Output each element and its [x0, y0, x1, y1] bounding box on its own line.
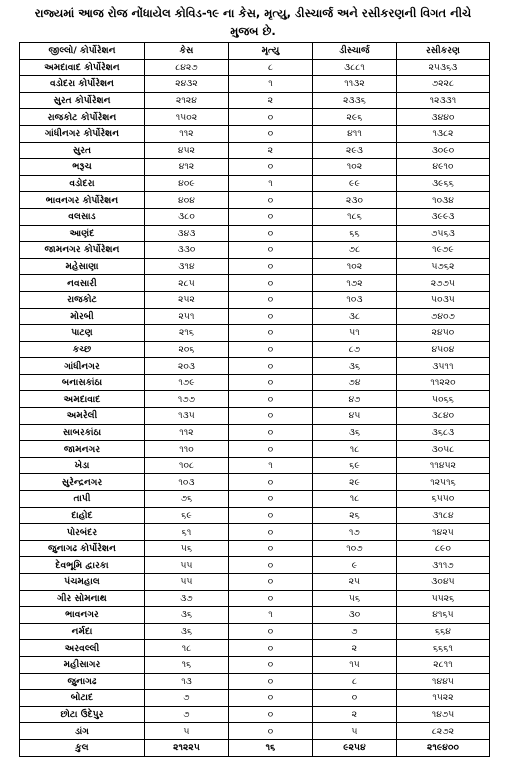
district-cell: જુનાગઢ [20, 673, 145, 690]
table-row [20, 175, 490, 192]
cases-cell: ૭ [145, 690, 229, 707]
deaths-cell: ૦ [229, 574, 313, 591]
deaths-cell: ૧ [229, 76, 313, 93]
table-row [20, 507, 490, 524]
vaccination-cell: ૨૫૩૬૩ [397, 59, 490, 76]
table-row [20, 275, 490, 292]
discharge-cell: ૩૬ [313, 424, 397, 441]
deaths-cell: ૦ [229, 225, 313, 242]
district-cell: ગીર સોમનાથ [20, 590, 145, 607]
discharge-cell: ૪૫ [313, 408, 397, 425]
discharge-cell: ૨૯૩ [313, 142, 397, 159]
discharge-cell: ૬૬ [313, 225, 397, 242]
table-row [20, 142, 490, 159]
cases-cell: ૫૫ [145, 574, 229, 591]
discharge-cell: ૨ [313, 706, 397, 723]
discharge-cell: ૧૫ [313, 656, 397, 673]
deaths-cell: ૦ [229, 557, 313, 574]
deaths-cell: ૦ [229, 623, 313, 640]
deaths-cell: ૦ [229, 391, 313, 408]
table-row [20, 623, 490, 640]
district-cell: જુનાગઢ કોર્પોરેશન [20, 540, 145, 557]
table-row [20, 308, 490, 325]
total-row [20, 739, 490, 756]
table-row [20, 341, 490, 358]
vaccination-cell: ૬૬૬૧ [397, 640, 490, 657]
covid-data-table [19, 42, 490, 757]
heading [14, 4, 492, 40]
district-cell: સુરત કોર્પોરેશન [20, 92, 145, 109]
discharge-cell: ૫૧ [313, 325, 397, 342]
deaths-cell: ૦ [229, 441, 313, 458]
discharge-cell: ૨૯૬ [313, 109, 397, 126]
deaths-cell: ૨ [229, 92, 313, 109]
deaths-cell: ૦ [229, 474, 313, 491]
cases-cell: ૨૪૩૨ [145, 76, 229, 93]
deaths-cell: ૦ [229, 258, 313, 275]
deaths-cell: ૦ [229, 524, 313, 541]
cases-cell: ૩૧૪ [145, 258, 229, 275]
cases-cell: ૧૭૯ [145, 374, 229, 391]
discharge-cell: ૫ [313, 723, 397, 740]
vaccination-cell: ૧૧૨૨૦ [397, 374, 490, 391]
vaccination-cell: ૩૮૪૦ [397, 408, 490, 425]
cases-cell: ૨૫૨ [145, 291, 229, 308]
deaths-cell: ૦ [229, 540, 313, 557]
discharge-cell: ૧૦૨ [313, 258, 397, 275]
district-cell: જામનગર કોર્પોરેશન [20, 242, 145, 259]
discharge-cell: ૨૬ [313, 507, 397, 524]
cases-cell: ૭૬ [145, 491, 229, 508]
district-cell: ભરૂચ [20, 159, 145, 176]
district-cell: અમરેલી [20, 408, 145, 425]
district-cell: રાજકોટ કોર્પોરેશન [20, 109, 145, 126]
district-cell: વડોદરા [20, 175, 145, 192]
discharge-cell: ૧૧૩૨ [313, 76, 397, 93]
vaccination-cell: ૩૬૮૩ [397, 424, 490, 441]
vaccination-cell: ૫૦૬૬ [397, 391, 490, 408]
header-cases: કેસ [145, 43, 229, 60]
deaths-cell: ૦ [229, 424, 313, 441]
vaccination-cell: ૩૫૧૧ [397, 358, 490, 375]
vaccination-cell: ૭૪૦૭ [397, 308, 490, 325]
table-row [20, 125, 490, 142]
district-cell: કચ્છ [20, 341, 145, 358]
cases-cell: ૩૭ [145, 590, 229, 607]
deaths-cell: ૦ [229, 341, 313, 358]
cases-cell: ૧૩૫ [145, 408, 229, 425]
table-row [20, 706, 490, 723]
deaths-cell: ૦ [229, 109, 313, 126]
deaths-cell: ૨ [229, 142, 313, 159]
vaccination-cell: ૩૪૪૦ [397, 109, 490, 126]
district-cell: અમદાવાદ કોર્પોરેશન [20, 59, 145, 76]
table-row [20, 225, 490, 242]
discharge-cell: ૭૪ [313, 374, 397, 391]
cases-cell: ૨૫૧ [145, 308, 229, 325]
district-cell: પોરબંદર [20, 524, 145, 541]
vaccination-cell: ૫૫૨૬ [397, 590, 490, 607]
deaths-cell: ૦ [229, 491, 313, 508]
cases-cell: ૨૧૨૪ [145, 92, 229, 109]
deaths-cell: ૦ [229, 507, 313, 524]
cases-cell: ૧૧૨ [145, 125, 229, 142]
header-discharge: ડીસ્ચાર્જ [313, 43, 397, 60]
discharge-cell: ૩૬ [313, 358, 397, 375]
vaccination-cell: ૩૧૧૭ [397, 557, 490, 574]
cases-cell: ૫૬ [145, 540, 229, 557]
district-cell: તાપી [20, 491, 145, 508]
discharge-cell: ૩૮ [313, 308, 397, 325]
table-row [20, 76, 490, 93]
vaccination-cell: ૫૦૩૫ [397, 291, 490, 308]
vaccination-cell: ૧૩૮૨ [397, 125, 490, 142]
discharge-cell: ૭ [313, 623, 397, 640]
total-discharge: ૯૨૫૪ [313, 739, 397, 756]
vaccination-cell: ૩૦૫૮ [397, 441, 490, 458]
cases-cell: ૪૧૨ [145, 159, 229, 176]
header-district: જીલ્લો/ કોર્પોરેશન [20, 43, 145, 60]
district-cell: વલસાડ [20, 208, 145, 225]
cases-cell: ૭ [145, 706, 229, 723]
deaths-cell: ૮ [229, 59, 313, 76]
table-row [20, 159, 490, 176]
cases-cell: ૧૦૮ [145, 457, 229, 474]
district-cell: છોટા ઉદેપુર [20, 706, 145, 723]
table-row [20, 192, 490, 209]
vaccination-cell: ૭૨૨૮ [397, 76, 490, 93]
deaths-cell: ૦ [229, 308, 313, 325]
discharge-cell: ૩૦ [313, 607, 397, 624]
table-row [20, 690, 490, 707]
table-row [20, 540, 490, 557]
deaths-cell: ૧ [229, 175, 313, 192]
vaccination-cell: ૧૫૨૨ [397, 690, 490, 707]
district-cell: ડાંગ [20, 723, 145, 740]
deaths-cell: ૧ [229, 607, 313, 624]
table-row [20, 258, 490, 275]
header-deaths: મૃત્યુ [229, 43, 313, 60]
table-row [20, 474, 490, 491]
district-cell: પંચમહાલ [20, 574, 145, 591]
vaccination-cell: ૮૯૦ [397, 540, 490, 557]
cases-cell: ૬૯ [145, 507, 229, 524]
discharge-cell: ૬૯ [313, 457, 397, 474]
discharge-cell: ૧૦૨ [313, 159, 397, 176]
vaccination-cell: ૧૨૫૧૬ [397, 474, 490, 491]
cases-cell: ૩૪૩ [145, 225, 229, 242]
total-vaccination: ૨૧૯૪૦૦ [397, 739, 490, 756]
deaths-cell: ૦ [229, 640, 313, 657]
district-cell: બનાસકાંઠા [20, 374, 145, 391]
vaccination-cell: ૮૨૭૨ [397, 723, 490, 740]
table-row [20, 208, 490, 225]
table-row [20, 673, 490, 690]
cases-cell: ૪૦૯ [145, 175, 229, 192]
table-row [20, 640, 490, 657]
district-cell: દેવભૂમિ દ્વારકા [20, 557, 145, 574]
table-row [20, 574, 490, 591]
deaths-cell: ૦ [229, 208, 313, 225]
header-vaccination: રસીકરણ [397, 43, 490, 60]
discharge-cell: ૧૦૩ [313, 291, 397, 308]
vaccination-cell: ૪૧૬૫ [397, 607, 490, 624]
deaths-cell: ૦ [229, 358, 313, 375]
table-row [20, 723, 490, 740]
vaccination-cell: ૩૦૪૫ [397, 574, 490, 591]
deaths-cell: ૦ [229, 275, 313, 292]
deaths-cell: ૦ [229, 325, 313, 342]
table-row [20, 391, 490, 408]
vaccination-cell: ૨૭૭૫ [397, 275, 490, 292]
deaths-cell: ૦ [229, 590, 313, 607]
discharge-cell: ૧૭ [313, 524, 397, 541]
table-row [20, 358, 490, 375]
deaths-cell: ૦ [229, 159, 313, 176]
cases-cell: ૨૧૬ [145, 325, 229, 342]
cases-cell: ૫ [145, 723, 229, 740]
deaths-cell: ૦ [229, 192, 313, 209]
cases-cell: ૫૫ [145, 557, 229, 574]
district-cell: અરવલ્લી [20, 640, 145, 657]
deaths-cell: ૦ [229, 723, 313, 740]
table-row [20, 325, 490, 342]
deaths-cell: ૦ [229, 656, 313, 673]
vaccination-cell: ૧૪૨૫ [397, 524, 490, 541]
district-cell: બોટાદ [20, 690, 145, 707]
district-cell: આણંદ [20, 225, 145, 242]
vaccination-cell: ૧૯૭૯ [397, 242, 490, 259]
vaccination-cell: ૬૬૪ [397, 623, 490, 640]
deaths-cell: ૦ [229, 690, 313, 707]
district-cell: સુરેન્દ્રનગર [20, 474, 145, 491]
table-row [20, 59, 490, 76]
vaccination-cell: ૪૯૧૦ [397, 159, 490, 176]
vaccination-cell: ૧૦૩૪ [397, 192, 490, 209]
table-row [20, 457, 490, 474]
cases-cell: ૧૮ [145, 640, 229, 657]
table-row [20, 441, 490, 458]
vaccination-cell: ૧૪૭૫ [397, 706, 490, 723]
district-cell: ભાવનગર કોર્પોરેશન [20, 192, 145, 209]
cases-cell: ૩૩૦ [145, 242, 229, 259]
discharge-cell: ૪૧૧ [313, 125, 397, 142]
table-body [20, 59, 490, 756]
vaccination-cell: ૩૯૬૬ [397, 175, 490, 192]
district-cell: સુરત [20, 142, 145, 159]
vaccination-cell: ૧૪૪૫ [397, 673, 490, 690]
cases-cell: ૧૧૦ [145, 441, 229, 458]
discharge-cell: ૮ [313, 673, 397, 690]
deaths-cell: ૦ [229, 242, 313, 259]
table-row [20, 491, 490, 508]
district-cell: મહેસાણા [20, 258, 145, 275]
cases-cell: ૧૦૩ [145, 474, 229, 491]
cases-cell: ૧૭૭ [145, 391, 229, 408]
cases-cell: ૬૧ [145, 524, 229, 541]
district-cell: ખેડા [20, 457, 145, 474]
discharge-cell: ૧૮ [313, 441, 397, 458]
district-cell: મોરબી [20, 308, 145, 325]
deaths-cell: ૧ [229, 457, 313, 474]
discharge-cell: ૫૬ [313, 590, 397, 607]
deaths-cell: ૦ [229, 673, 313, 690]
district-cell: વડોદરા કોર્પોરેશન [20, 76, 145, 93]
discharge-cell: ૧૮ [313, 491, 397, 508]
table-row [20, 607, 490, 624]
cases-cell: ૩૮૦ [145, 208, 229, 225]
discharge-cell: ૧૭૨ [313, 275, 397, 292]
discharge-cell: ૩૮૮૧ [313, 59, 397, 76]
deaths-cell: ૦ [229, 706, 313, 723]
table-row [20, 242, 490, 259]
vaccination-cell: ૬૫૫૦ [397, 491, 490, 508]
discharge-cell: ૨૯ [313, 474, 397, 491]
vaccination-cell: ૨૮૧૧ [397, 656, 490, 673]
cases-cell: ૨૦૬ [145, 341, 229, 358]
discharge-cell: ૨ [313, 640, 397, 657]
discharge-cell: ૭૮ [313, 242, 397, 259]
district-cell: સાબરકાંઠા [20, 424, 145, 441]
discharge-cell: ૮૭ [313, 341, 397, 358]
cases-cell: ૨૦૩ [145, 358, 229, 375]
cases-cell: ૩૬ [145, 623, 229, 640]
vaccination-cell: ૨૪૫૦ [397, 325, 490, 342]
table-row [20, 109, 490, 126]
district-cell: જામનગર [20, 441, 145, 458]
cases-cell: ૮૪૨૭ [145, 59, 229, 76]
vaccination-cell: ૧૨૩૩૧ [397, 92, 490, 109]
table-row [20, 424, 490, 441]
table-row [20, 92, 490, 109]
table-header-row [20, 43, 490, 60]
cases-cell: ૨૮૫ [145, 275, 229, 292]
table-row [20, 291, 490, 308]
discharge-cell: ૧૦૭ [313, 540, 397, 557]
vaccination-cell: ૩૯૯૩ [397, 208, 490, 225]
deaths-cell: ૦ [229, 408, 313, 425]
district-cell: નવસારી [20, 275, 145, 292]
cases-cell: ૪૫૨ [145, 142, 229, 159]
district-cell: ગાંધીનગર [20, 358, 145, 375]
table-row [20, 524, 490, 541]
district-cell: દાહોદ [20, 507, 145, 524]
vaccination-cell: ૪૫૦૪ [397, 341, 490, 358]
table-row [20, 374, 490, 391]
cases-cell: ૧૩ [145, 673, 229, 690]
discharge-cell: ૨૫ [313, 574, 397, 591]
heading-line-1: રાજ્યમાં આજ રોજ નોંધાયેલ કોવિડ-૧૯ ના કેસ, મૃત્યુ, ડીસ્ચાર્જ અને રસીકરણની વિગત નીચે [34, 6, 472, 20]
total-label: કુલ [20, 739, 145, 756]
heading-line-2: મુજબ છે. [230, 24, 276, 38]
discharge-cell: ૨૩૦ [313, 192, 397, 209]
district-cell: નર્મદા [20, 623, 145, 640]
cases-cell: ૧૫૦૨ [145, 109, 229, 126]
discharge-cell: ૯૯ [313, 175, 397, 192]
discharge-cell: ૨૩૩૬ [313, 92, 397, 109]
cases-cell: ૧૬ [145, 656, 229, 673]
table-row [20, 590, 490, 607]
cases-cell: ૧૧૨ [145, 424, 229, 441]
vaccination-cell: ૩૦૯૦ [397, 142, 490, 159]
vaccination-cell: ૫૭૬૨ [397, 258, 490, 275]
cases-cell: ૩૬ [145, 607, 229, 624]
vaccination-cell: ૩૧૮૪ [397, 507, 490, 524]
district-cell: ભાવનગર [20, 607, 145, 624]
district-cell: પાટણ [20, 325, 145, 342]
district-cell: રાજકોટ [20, 291, 145, 308]
discharge-cell: ૪૭ [313, 391, 397, 408]
total-deaths: ૧૬ [229, 739, 313, 756]
table-row [20, 408, 490, 425]
district-cell: ગાંધીનગર કોર્પોરેશન [20, 125, 145, 142]
vaccination-cell: ૧૧૪૫૨ [397, 457, 490, 474]
deaths-cell: ૦ [229, 125, 313, 142]
cases-cell: ૪૦૪ [145, 192, 229, 209]
district-cell: મહીસાગર [20, 656, 145, 673]
discharge-cell: ૦ [313, 690, 397, 707]
table-row [20, 656, 490, 673]
total-cases: ૨૧૨૨૫ [145, 739, 229, 756]
discharge-cell: ૧૮૬ [313, 208, 397, 225]
district-cell: અમદાવાદ [20, 391, 145, 408]
table-row [20, 557, 490, 574]
deaths-cell: ૦ [229, 374, 313, 391]
deaths-cell: ૦ [229, 291, 313, 308]
discharge-cell: ૯ [313, 557, 397, 574]
vaccination-cell: ૭૫૬૩ [397, 225, 490, 242]
